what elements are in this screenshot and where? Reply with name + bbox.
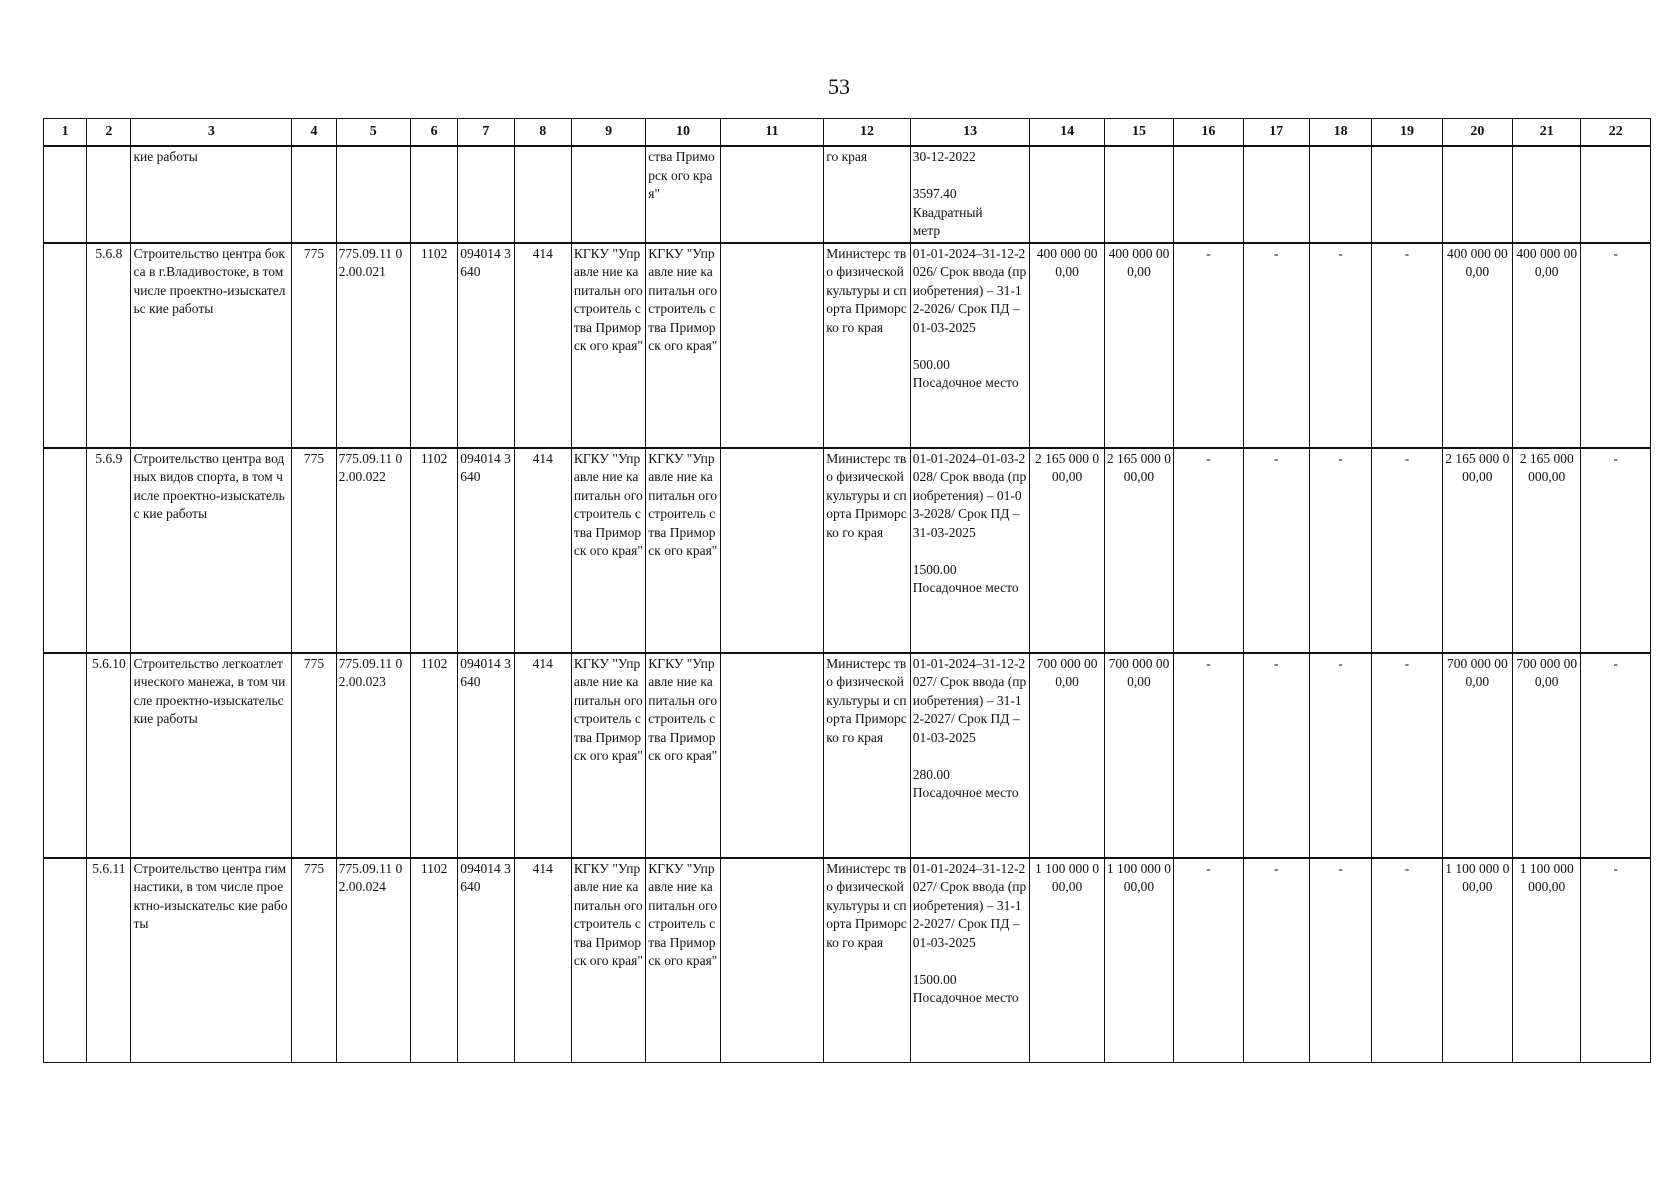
cell-col14: 400 000 000,00: [1030, 243, 1104, 448]
cell-item-number: 5.6.10: [87, 653, 131, 858]
cell-col8: 414: [514, 858, 571, 1063]
cell-col4: [292, 146, 336, 243]
cell-col7: 094014 3640: [458, 858, 514, 1063]
cell-col11: [720, 243, 824, 448]
cell-col14: 700 000 000,00: [1030, 653, 1104, 858]
column-header: 14: [1030, 119, 1104, 147]
cell-col18: -: [1309, 243, 1371, 448]
column-header: 17: [1243, 119, 1309, 147]
cell-col8: 414: [514, 243, 571, 448]
cell-col6: 1102: [411, 858, 458, 1063]
cell-col17: -: [1243, 653, 1309, 858]
cell-col15: 400 000 000,00: [1104, 243, 1173, 448]
cell-col6: 1102: [411, 653, 458, 858]
cell-col20: 400 000 000,00: [1442, 243, 1512, 448]
cell-col9: [571, 146, 645, 243]
cell-col19: -: [1372, 448, 1442, 653]
cell-col10: КГКУ "Управле ние капитальн ого строитель ства Приморск ого края": [646, 858, 720, 1063]
column-header: 3: [131, 119, 292, 147]
cell-col15: 1 100 000 000,00: [1104, 858, 1173, 1063]
cell-col4: 775: [292, 243, 336, 448]
cell-col17: -: [1243, 858, 1309, 1063]
cell-object-name: Строительство центра водных видов спорта, в том числе проектно-изыскательс кие работы: [131, 448, 292, 653]
cell-col6: [411, 146, 458, 243]
cell-col11: [720, 653, 824, 858]
column-header: 8: [514, 119, 571, 147]
cell-col9: КГКУ "Управле ние капитальн ого строитель ства Приморск ого края": [571, 858, 645, 1063]
cell-col1: [44, 858, 87, 1063]
cell-item-number: [87, 146, 131, 243]
page-number: 53: [828, 74, 850, 99]
cell-col5: 775.09.11 02.00.023: [336, 653, 410, 858]
column-header: 20: [1442, 119, 1512, 147]
cell-col19: -: [1372, 858, 1442, 1063]
cell-col22: -: [1581, 448, 1651, 653]
column-header: 13: [910, 119, 1030, 147]
column-header: 9: [571, 119, 645, 147]
cell-col13: 01-01-2024–01-03-2028/ Срок ввода (приобретения) – 01-03-2028/ Срок ПД – 31-03-2025 1500.00 Посадочное место: [910, 448, 1030, 653]
cell-col20: 2 165 000 000,00: [1442, 448, 1512, 653]
cell-col5: 775.09.11 02.00.021: [336, 243, 410, 448]
column-header: 4: [292, 119, 336, 147]
cell-col12: Министерс тво физической культуры и спорта Приморско го края: [824, 653, 910, 858]
cell-col10: ства Приморск ого края": [646, 146, 720, 243]
cell-col10: КГКУ "Управле ние капитальн ого строитель ства Приморск ого края": [646, 653, 720, 858]
table-row: [44, 146, 1651, 243]
cell-col5: 775.09.11 02.00.022: [336, 448, 410, 653]
cell-col18: -: [1309, 858, 1371, 1063]
cell-col15: 2 165 000 000,00: [1104, 448, 1173, 653]
cell-col12: Министерс тво физической культуры и спорта Приморско го края: [824, 243, 910, 448]
cell-col21: 700 000 000,00: [1513, 653, 1581, 858]
cell-object-name: Строительство центра бокса в г.Владивостоке, в том числе проектно-изыскательс кие работы: [131, 243, 292, 448]
cell-col8: 414: [514, 448, 571, 653]
column-header: 1: [44, 119, 87, 147]
cell-col22: -: [1581, 243, 1651, 448]
cell-col1: [44, 653, 87, 858]
cell-col1: [44, 146, 87, 243]
cell-col6: 1102: [411, 448, 458, 653]
cell-col18: -: [1309, 653, 1371, 858]
cell-col22: -: [1581, 858, 1651, 1063]
cell-item-number: 5.6.9: [87, 448, 131, 653]
cell-col11: [720, 448, 824, 653]
column-header: 18: [1309, 119, 1371, 147]
cell-col5: [336, 146, 410, 243]
cell-col1: [44, 243, 87, 448]
cell-col21: [1513, 146, 1581, 243]
cell-col1: [44, 448, 87, 653]
cell-item-number: 5.6.8: [87, 243, 131, 448]
column-header: 7: [458, 119, 514, 147]
cell-col4: 775: [292, 858, 336, 1063]
cell-col12: Министерс тво физической культуры и спорта Приморско го края: [824, 448, 910, 653]
cell-col16: -: [1174, 858, 1243, 1063]
cell-col4: 775: [292, 653, 336, 858]
cell-object-name: Строительство центра гимнастики, в том числе проектно-изыскательс кие работы: [131, 858, 292, 1063]
column-header: 22: [1581, 119, 1651, 147]
column-header: 12: [824, 119, 910, 147]
cell-col22: [1581, 146, 1651, 243]
cell-col20: [1442, 146, 1512, 243]
cell-col9: КГКУ "Управле ние капитальн ого строитель ства Приморск ого края": [571, 653, 645, 858]
cell-object-name: Строительство легкоатлетического манежа, в том числе проектно-изыскательс кие работы: [131, 653, 292, 858]
column-header: 15: [1104, 119, 1173, 147]
column-header: 2: [87, 119, 131, 147]
column-header: 21: [1513, 119, 1581, 147]
cell-col15: 700 000 000,00: [1104, 653, 1173, 858]
cell-col15: [1104, 146, 1173, 243]
cell-col16: [1174, 146, 1243, 243]
cell-col10: КГКУ "Управле ние капитальн ого строитель ства Приморск ого края": [646, 243, 720, 448]
cell-col16: -: [1174, 243, 1243, 448]
cell-col19: -: [1372, 653, 1442, 858]
cell-col19: [1372, 146, 1442, 243]
cell-col7: [458, 146, 514, 243]
cell-col13: 01-01-2024–31-12-2027/ Срок ввода (приобретения) – 31-12-2027/ Срок ПД – 01-03-2025 1500.00 Посадочное место: [910, 858, 1030, 1063]
table-row: [44, 448, 1651, 653]
cell-col7: 094014 3640: [458, 448, 514, 653]
cell-col20: 1 100 000 000,00: [1442, 858, 1512, 1063]
cell-object-name: кие работы: [131, 146, 292, 243]
cell-col10: КГКУ "Управле ние капитальн ого строитель ства Приморск ого края": [646, 448, 720, 653]
cell-col14: 1 100 000 000,00: [1030, 858, 1104, 1063]
table-row: [44, 858, 1651, 1063]
cell-col8: [514, 146, 571, 243]
cell-col13: 01-01-2024–31-12-2026/ Срок ввода (приобретения) – 31-12-2026/ Срок ПД – 01-03-2025 500.00 Посадочное место: [910, 243, 1030, 448]
cell-col11: [720, 146, 824, 243]
cell-col18: -: [1309, 448, 1371, 653]
cell-col6: 1102: [411, 243, 458, 448]
cell-col9: КГКУ "Управле ние капитальн ого строитель ства Приморск ого края": [571, 448, 645, 653]
column-header: 19: [1372, 119, 1442, 147]
cell-col14: 2 165 000 000,00: [1030, 448, 1104, 653]
cell-col22: -: [1581, 653, 1651, 858]
cell-col5: 775.09.11 02.00.024: [336, 858, 410, 1063]
table-row: [44, 243, 1651, 448]
cell-col17: -: [1243, 448, 1309, 653]
column-header: 10: [646, 119, 720, 147]
cell-col11: [720, 858, 824, 1063]
cell-col7: 094014 3640: [458, 243, 514, 448]
column-header: 16: [1174, 119, 1243, 147]
cell-col17: [1243, 146, 1309, 243]
column-header: 11: [720, 119, 824, 147]
budget-table: [43, 118, 1651, 1063]
table-row: [44, 653, 1651, 858]
cell-col20: 700 000 000,00: [1442, 653, 1512, 858]
cell-col13: 30-12-2022 3597.40 Квадратный метр: [910, 146, 1030, 243]
cell-col12: Министерс тво физической культуры и спорта Приморско го края: [824, 858, 910, 1063]
cell-col16: -: [1174, 448, 1243, 653]
cell-col21: 1 100 000 000,00: [1513, 858, 1581, 1063]
cell-col21: 2 165 000 000,00: [1513, 448, 1581, 653]
cell-col8: 414: [514, 653, 571, 858]
cell-col19: -: [1372, 243, 1442, 448]
cell-col9: КГКУ "Управле ние капитальн ого строитель ства Приморск ого края": [571, 243, 645, 448]
header-row: [44, 119, 1651, 147]
cell-col4: 775: [292, 448, 336, 653]
cell-col14: [1030, 146, 1104, 243]
cell-col21: 400 000 000,00: [1513, 243, 1581, 448]
cell-item-number: 5.6.11: [87, 858, 131, 1063]
column-header: 6: [411, 119, 458, 147]
cell-col18: [1309, 146, 1371, 243]
cell-col17: -: [1243, 243, 1309, 448]
column-header: 5: [336, 119, 410, 147]
cell-col13: 01-01-2024–31-12-2027/ Срок ввода (приобретения) – 31-12-2027/ Срок ПД – 01-03-2025 280.00 Посадочное место: [910, 653, 1030, 858]
cell-col16: -: [1174, 653, 1243, 858]
cell-col7: 094014 3640: [458, 653, 514, 858]
cell-col12: го края: [824, 146, 910, 243]
